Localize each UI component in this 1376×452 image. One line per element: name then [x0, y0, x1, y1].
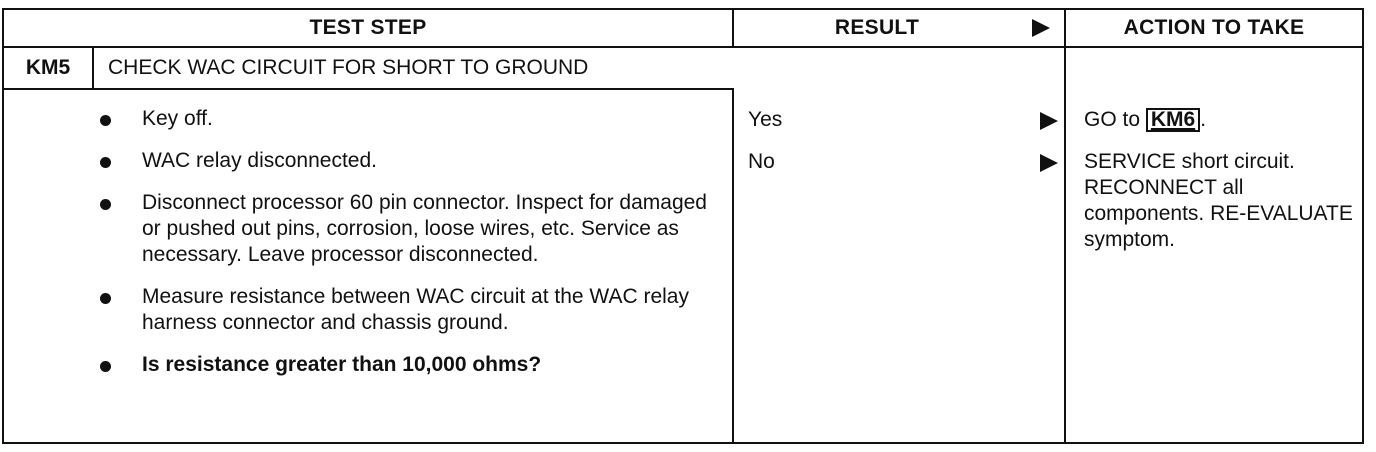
arrow-right-icon [1040, 154, 1058, 172]
action-yes-prefix: GO to [1084, 108, 1146, 131]
bullet-icon [100, 293, 111, 304]
header-test-step [4, 10, 734, 48]
header-result [734, 10, 1066, 48]
step-title [94, 48, 734, 90]
action-no [1084, 149, 1354, 253]
list-item-text: Measure resistance between WAC circuit at the WAC relay harness connector and chassis ground. [142, 285, 689, 334]
bullet-icon [100, 157, 111, 168]
header-action-label: ACTION TO TAKE [1123, 16, 1305, 39]
step-id: KM5 [4, 48, 94, 90]
list-item [100, 190, 710, 268]
result-no [748, 149, 1058, 175]
step-title-text: CHECK WAC CIRCUIT FOR SHORT TO GROUND [108, 56, 589, 79]
list-item-text: WAC relay disconnected. [142, 149, 377, 172]
header-result-label: RESULT [834, 16, 920, 39]
action-no-text: SERVICE short circuit. RECONNECT all components. RE-EVALUATE symptom. [1084, 150, 1353, 251]
arrow-right-icon [1040, 112, 1058, 130]
test-step-list [100, 106, 710, 394]
bullet-icon [100, 361, 111, 372]
list-item [100, 284, 710, 336]
bullet-icon [100, 115, 111, 126]
list-item-text: Key off. [142, 107, 213, 130]
header-test-step-label: TEST STEP [309, 16, 427, 39]
bullet-icon [100, 199, 111, 210]
list-item [100, 148, 710, 174]
step-ref-link[interactable]: KM6 [1146, 108, 1200, 132]
action-column [1066, 48, 1362, 442]
header-action [1066, 10, 1362, 48]
action-yes [1084, 107, 1354, 133]
list-item [100, 106, 710, 132]
list-item [100, 352, 710, 378]
result-no-label: No [748, 150, 775, 173]
arrow-right-icon [1032, 19, 1050, 37]
list-item-text: Is resistance greater than 10,000 ohms? [142, 353, 542, 376]
list-item-text: Disconnect processor 60 pin connector. Inspect for damaged or pushed out pins, corrosion, loose wires, etc. Service as necessary. Leave processor disconnected. [142, 191, 707, 266]
result-yes-label: Yes [748, 108, 783, 131]
action-yes-suffix: . [1200, 108, 1207, 131]
result-yes [748, 107, 1058, 133]
diagnostic-table [2, 8, 1364, 444]
result-column [734, 48, 1066, 442]
test-step-column [4, 90, 734, 442]
